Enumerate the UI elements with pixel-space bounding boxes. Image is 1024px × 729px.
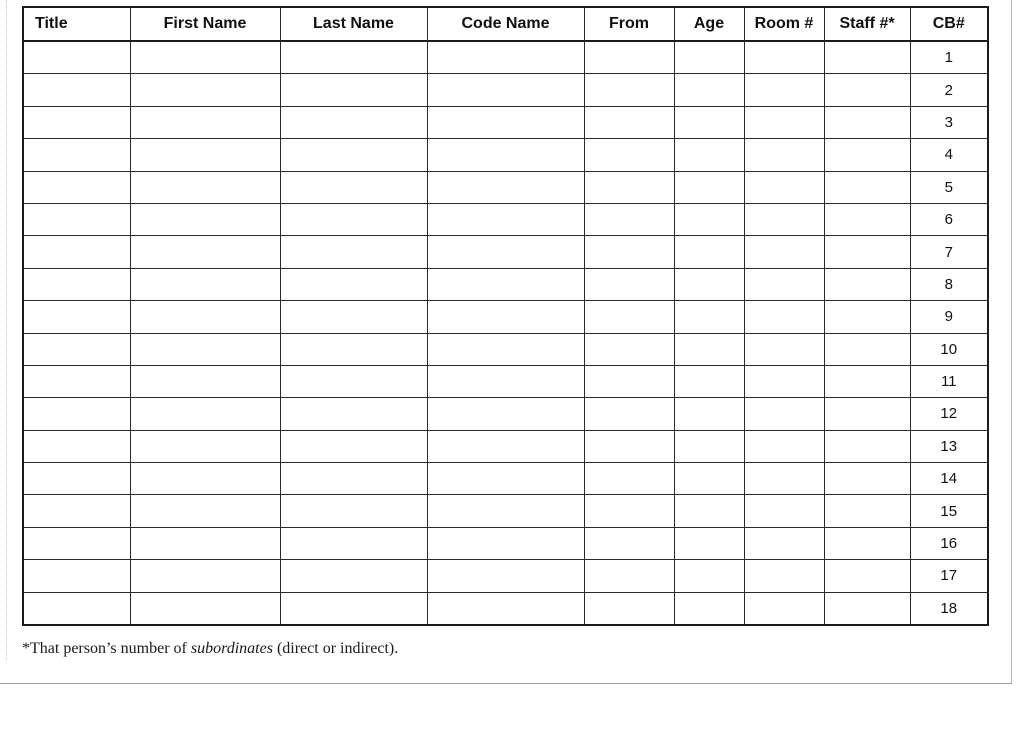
cell-first-name[interactable]: [130, 495, 280, 527]
cell-room[interactable]: [744, 463, 824, 495]
cell-room[interactable]: [744, 365, 824, 397]
cell-staff[interactable]: [824, 527, 910, 559]
cell-age[interactable]: [674, 139, 744, 171]
cell-code-name[interactable]: [427, 592, 584, 625]
cell-staff[interactable]: [824, 139, 910, 171]
table-row: [23, 203, 988, 235]
table-row: [23, 106, 988, 138]
table-row: [23, 463, 988, 495]
cell-age[interactable]: [674, 333, 744, 365]
table-row: [23, 333, 988, 365]
cell-title[interactable]: [23, 333, 130, 365]
footnote-prefix: *That person’s number of: [22, 640, 191, 657]
cell-age[interactable]: [674, 430, 744, 462]
cell-age[interactable]: [674, 365, 744, 397]
cell-title[interactable]: [23, 398, 130, 430]
cell-last-name[interactable]: [280, 560, 427, 592]
table-row: [23, 74, 988, 106]
cell-code-name[interactable]: [427, 301, 584, 333]
cell-cb-number: 15: [910, 495, 988, 527]
cell-age[interactable]: [674, 495, 744, 527]
cell-cb-number: 7: [910, 236, 988, 268]
cell-staff[interactable]: [824, 171, 910, 203]
cell-staff[interactable]: [824, 495, 910, 527]
cell-age[interactable]: [674, 398, 744, 430]
cell-first-name[interactable]: [130, 527, 280, 559]
cell-title[interactable]: [23, 236, 130, 268]
header-row: [23, 7, 988, 41]
cell-title[interactable]: [23, 592, 130, 625]
cell-cb-number: 4: [910, 139, 988, 171]
cell-code-name[interactable]: [427, 74, 584, 106]
cell-room[interactable]: [744, 592, 824, 625]
cell-last-name[interactable]: [280, 301, 427, 333]
cell-age[interactable]: [674, 560, 744, 592]
cell-title[interactable]: [23, 365, 130, 397]
cell-staff[interactable]: [824, 592, 910, 625]
cell-title[interactable]: [23, 301, 130, 333]
cell-room[interactable]: [744, 139, 824, 171]
roster-body: [23, 41, 988, 625]
cell-from[interactable]: [584, 41, 674, 74]
cell-from[interactable]: [584, 398, 674, 430]
cell-from[interactable]: [584, 495, 674, 527]
cell-age[interactable]: [674, 268, 744, 300]
cell-last-name[interactable]: [280, 41, 427, 74]
table-row: [23, 171, 988, 203]
cell-last-name[interactable]: [280, 268, 427, 300]
table-row: [23, 268, 988, 300]
cell-first-name[interactable]: [130, 592, 280, 625]
cell-cb-number: 18: [910, 592, 988, 625]
table-row: [23, 365, 988, 397]
cell-title[interactable]: [23, 139, 130, 171]
cell-from[interactable]: [584, 333, 674, 365]
cell-first-name[interactable]: [130, 560, 280, 592]
header-from: From: [584, 7, 674, 41]
cell-code-name[interactable]: [427, 41, 584, 74]
cell-last-name[interactable]: [280, 463, 427, 495]
cell-cb-number: 2: [910, 74, 988, 106]
footnote: [22, 640, 398, 658]
cell-room[interactable]: [744, 236, 824, 268]
header-last-name: Last Name: [280, 7, 427, 41]
cell-room[interactable]: [744, 74, 824, 106]
cell-first-name[interactable]: [130, 268, 280, 300]
cell-last-name[interactable]: [280, 171, 427, 203]
header-cb: CB#: [910, 7, 988, 41]
cell-title[interactable]: [23, 203, 130, 235]
cell-staff[interactable]: [824, 398, 910, 430]
cell-cb-number: 9: [910, 301, 988, 333]
cell-first-name[interactable]: [130, 139, 280, 171]
cell-age[interactable]: [674, 592, 744, 625]
cell-last-name[interactable]: [280, 527, 427, 559]
cell-from[interactable]: [584, 560, 674, 592]
cell-title[interactable]: [23, 463, 130, 495]
cell-from[interactable]: [584, 430, 674, 462]
cell-from[interactable]: [584, 268, 674, 300]
cell-from[interactable]: [584, 139, 674, 171]
cell-room[interactable]: [744, 430, 824, 462]
cell-last-name[interactable]: [280, 398, 427, 430]
header-staff: Staff #*: [824, 7, 910, 41]
cell-age[interactable]: [674, 41, 744, 74]
cell-first-name[interactable]: [130, 203, 280, 235]
cell-from[interactable]: [584, 106, 674, 138]
cell-room[interactable]: [744, 203, 824, 235]
cell-staff[interactable]: [824, 301, 910, 333]
cell-from[interactable]: [584, 365, 674, 397]
cell-code-name[interactable]: [427, 463, 584, 495]
cell-room[interactable]: [744, 527, 824, 559]
table-row: [23, 139, 988, 171]
cell-title[interactable]: [23, 171, 130, 203]
header-room: Room #: [744, 7, 824, 41]
cell-cb-number: 17: [910, 560, 988, 592]
cell-staff[interactable]: [824, 463, 910, 495]
cell-last-name[interactable]: [280, 365, 427, 397]
cell-room[interactable]: [744, 171, 824, 203]
cell-age[interactable]: [674, 171, 744, 203]
cell-from[interactable]: [584, 592, 674, 625]
cell-cb-number: 6: [910, 203, 988, 235]
table-row: [23, 592, 988, 625]
footnote-suffix: (direct or indirect).: [272, 640, 399, 657]
cell-from[interactable]: [584, 74, 674, 106]
cell-title[interactable]: [23, 560, 130, 592]
header-age: Age: [674, 7, 744, 41]
cell-last-name[interactable]: [280, 106, 427, 138]
cell-staff[interactable]: [824, 365, 910, 397]
cell-cb-number: 10: [910, 333, 988, 365]
cell-room[interactable]: [744, 41, 824, 74]
cell-first-name[interactable]: [130, 236, 280, 268]
cell-cb-number: 14: [910, 463, 988, 495]
cell-first-name[interactable]: [130, 365, 280, 397]
cell-from[interactable]: [584, 203, 674, 235]
table-row: [23, 495, 988, 527]
cell-code-name[interactable]: [427, 236, 584, 268]
cell-age[interactable]: [674, 463, 744, 495]
cell-code-name[interactable]: [427, 106, 584, 138]
cell-room[interactable]: [744, 333, 824, 365]
cell-first-name[interactable]: [130, 74, 280, 106]
cell-last-name[interactable]: [280, 495, 427, 527]
cell-title[interactable]: [23, 74, 130, 106]
cell-title[interactable]: [23, 527, 130, 559]
cell-from[interactable]: [584, 236, 674, 268]
cell-age[interactable]: [674, 203, 744, 235]
cell-room[interactable]: [744, 560, 824, 592]
cell-cb-number: 13: [910, 430, 988, 462]
cell-room[interactable]: [744, 301, 824, 333]
cell-code-name[interactable]: [427, 171, 584, 203]
cell-room[interactable]: [744, 398, 824, 430]
cell-code-name[interactable]: [427, 495, 584, 527]
cell-staff[interactable]: [824, 106, 910, 138]
cell-first-name[interactable]: [130, 463, 280, 495]
table-row: [23, 236, 988, 268]
cell-room[interactable]: [744, 268, 824, 300]
cell-first-name[interactable]: [130, 333, 280, 365]
cell-first-name[interactable]: [130, 41, 280, 74]
cell-age[interactable]: [674, 74, 744, 106]
cell-cb-number: 5: [910, 171, 988, 203]
cell-last-name[interactable]: [280, 139, 427, 171]
cell-from[interactable]: [584, 301, 674, 333]
cell-cb-number: 11: [910, 365, 988, 397]
cell-from[interactable]: [584, 171, 674, 203]
cell-age[interactable]: [674, 527, 744, 559]
cell-last-name[interactable]: [280, 430, 427, 462]
cell-code-name[interactable]: [427, 365, 584, 397]
cell-cb-number: 12: [910, 398, 988, 430]
cell-code-name[interactable]: [427, 333, 584, 365]
cell-code-name[interactable]: [427, 430, 584, 462]
table-row: [23, 527, 988, 559]
header-title: Title: [23, 7, 130, 41]
cell-first-name[interactable]: [130, 171, 280, 203]
cell-title[interactable]: [23, 495, 130, 527]
cell-staff[interactable]: [824, 236, 910, 268]
cell-title[interactable]: [23, 41, 130, 74]
cell-code-name[interactable]: [427, 527, 584, 559]
cell-staff[interactable]: [824, 560, 910, 592]
cell-age[interactable]: [674, 106, 744, 138]
table-row: [23, 430, 988, 462]
cell-code-name[interactable]: [427, 398, 584, 430]
footnote-emphasis: subordinates: [190, 640, 273, 657]
table-row: [23, 41, 988, 74]
cell-staff[interactable]: [824, 41, 910, 74]
cell-last-name[interactable]: [280, 333, 427, 365]
table-row: [23, 301, 988, 333]
cell-code-name[interactable]: [427, 268, 584, 300]
cell-code-name[interactable]: [427, 203, 584, 235]
cell-code-name[interactable]: [427, 560, 584, 592]
cell-cb-number: 8: [910, 268, 988, 300]
cell-from[interactable]: [584, 527, 674, 559]
cell-staff[interactable]: [824, 430, 910, 462]
cell-first-name[interactable]: [130, 106, 280, 138]
cell-cb-number: 3: [910, 106, 988, 138]
cell-first-name[interactable]: [130, 430, 280, 462]
cell-first-name[interactable]: [130, 398, 280, 430]
left-margin-rule: [6, 0, 7, 660]
cell-from[interactable]: [584, 463, 674, 495]
table-row: [23, 560, 988, 592]
table-row: [23, 398, 988, 430]
cell-age[interactable]: [674, 301, 744, 333]
cell-staff[interactable]: [824, 333, 910, 365]
cell-title[interactable]: [23, 268, 130, 300]
cell-cb-number: 16: [910, 527, 988, 559]
cell-last-name[interactable]: [280, 236, 427, 268]
cell-title[interactable]: [23, 430, 130, 462]
cell-room[interactable]: [744, 495, 824, 527]
cell-staff[interactable]: [824, 203, 910, 235]
cell-age[interactable]: [674, 236, 744, 268]
cell-code-name[interactable]: [427, 139, 584, 171]
header-first-name: First Name: [130, 7, 280, 41]
cell-cb-number: 1: [910, 41, 988, 74]
cell-title[interactable]: [23, 106, 130, 138]
cell-staff[interactable]: [824, 268, 910, 300]
cell-room[interactable]: [744, 106, 824, 138]
cell-last-name[interactable]: [280, 592, 427, 625]
cell-staff[interactable]: [824, 74, 910, 106]
cell-first-name[interactable]: [130, 301, 280, 333]
roster-table: [22, 6, 989, 626]
header-code-name: Code Name: [427, 7, 584, 41]
cell-last-name[interactable]: [280, 74, 427, 106]
cell-last-name[interactable]: [280, 203, 427, 235]
